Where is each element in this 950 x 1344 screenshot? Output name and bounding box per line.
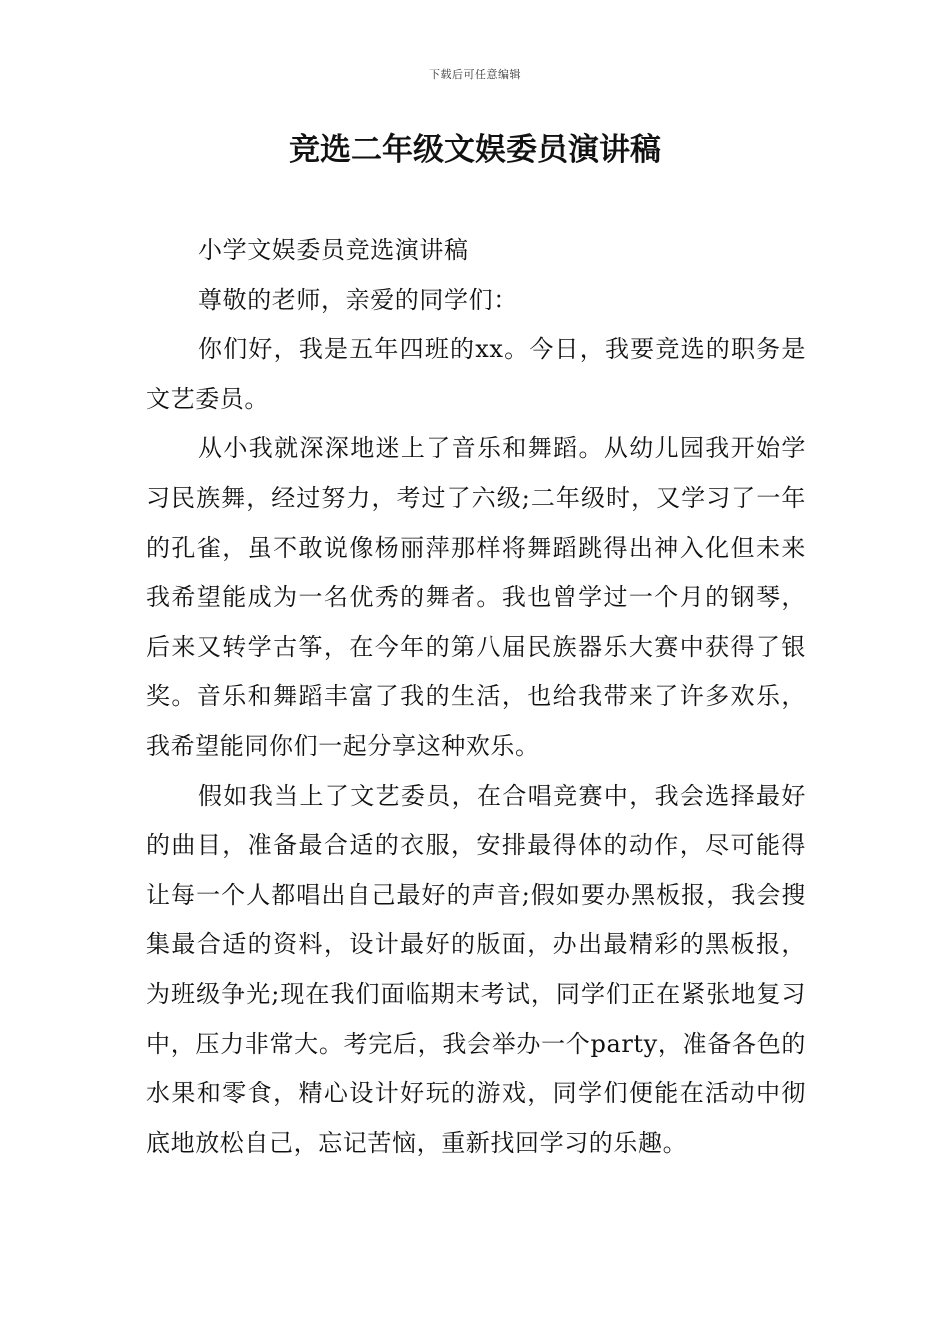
paragraph-subtitle: 小学文娱委员竞选演讲稿 — [198, 236, 469, 264]
header-note: 下载后可任意编辑 — [429, 68, 521, 81]
paragraph-intro: 你们好，我是五年四班的xx。今日，我要竞选的职务是文艺委员。 — [146, 335, 806, 413]
paragraph-experience: 从小我就深深地迷上了音乐和舞蹈。从幼儿园我开始学习民族舞，经过努力，考过了六级;二年级时，又学习了一年的孔雀，虽不敢说像杨丽萍那样将舞蹈跳得出神入化但未来我希望能成为一名优秀的舞者。我也曾学过一个月的钢琴，后来又转学古筝，在今年的第八届民族器乐大赛中获得了银奖。音乐和舞蹈丰富了我的生活，也给我带来了许多欢乐，我希望能同你们一起分享这种欢乐。 — [146, 434, 806, 760]
paragraph-salutation: 尊敬的老师，亲爱的同学们： — [198, 285, 518, 314]
paragraph-plans: 假如我当上了文艺委员，在合唱竞赛中，我会选择最好的曲目，准备最合适的衣服，安排最得体的动作，尽可能得让每一个人都唱出自己最好的声音;假如要办黑板报，我会搜集最合适的资料，设计最好的版面，办出最精彩的黑板报，为班级争光;现在我们面临期末考试，同学们正在紧张地复习中，压力非常大。考完后，我会举办一个party，准备各色的水果和零食，精心设计好玩的游戏，同学们便能在活动中彻底地放松自己，忘记苦恼，重新找回学习的乐趣。 — [146, 781, 806, 1157]
document-body — [146, 226, 806, 1168]
document-title: 竞选二年级文娱委员演讲稿 — [289, 132, 661, 168]
